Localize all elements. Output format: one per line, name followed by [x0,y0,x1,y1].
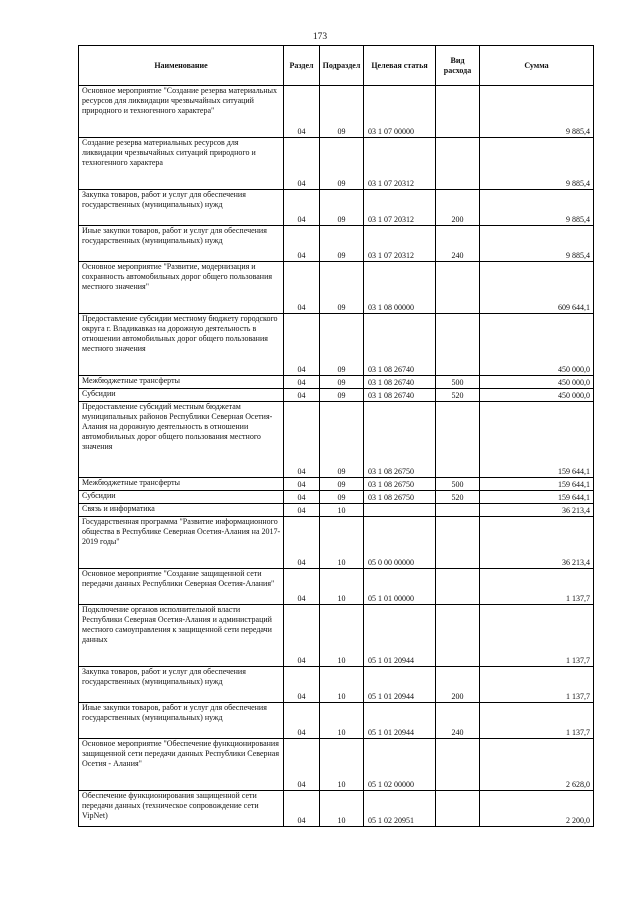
cell-name: Предоставление субсидии местному бюджету городского округа г. Владикавказ на дорожную деятельность в отношении автомобильных дорог общего пользования местного значения [79,314,284,376]
cell-name: Создание резерва материальных ресурсов для ликвидации чрезвычайных ситуаций природного и техногенного характера [79,138,284,190]
cell-target: 05 1 01 20944 [364,605,436,667]
cell-section: 04 [284,791,320,827]
cell-sum: 9 885,4 [480,226,594,262]
table-row [79,739,594,791]
cell-type: 240 [436,703,480,739]
budget-table [78,45,594,827]
cell-subsection: 10 [320,791,364,827]
cell-sum: 9 885,4 [480,86,594,138]
cell-sum: 1 137,7 [480,703,594,739]
table-row [79,86,594,138]
cell-type [436,262,480,314]
cell-type [436,314,480,376]
cell-name: Основное мероприятие "Развитие, модернизация и сохранность автомобильных дорог общего пользования местного значения" [79,262,284,314]
cell-type [436,739,480,791]
cell-subsection: 09 [320,389,364,402]
cell-subsection: 10 [320,739,364,791]
cell-name: Межбюджетные трансферты [79,376,284,389]
table-row [79,667,594,703]
table-row [79,226,594,262]
cell-sum: 159 644,1 [480,478,594,491]
cell-target: 03 1 08 26750 [364,491,436,504]
header-type: Вид расхода [436,46,480,86]
cell-subsection: 09 [320,226,364,262]
cell-subsection: 10 [320,569,364,605]
cell-section: 04 [284,138,320,190]
header-section: Раздел [284,46,320,86]
cell-section: 04 [284,478,320,491]
cell-sum: 450 000,0 [480,314,594,376]
table-row [79,791,594,827]
cell-target: 05 1 01 00000 [364,569,436,605]
page-number: 173 [312,32,328,42]
cell-sum: 450 000,0 [480,389,594,402]
header-sum: Сумма [480,46,594,86]
table-row [79,703,594,739]
cell-subsection: 10 [320,605,364,667]
cell-target: 05 1 02 00000 [364,739,436,791]
table-row [79,517,594,569]
table-body [79,86,594,827]
cell-name: Основное мероприятие "Создание резерва материальных ресурсов для ликвидации чрезвычайных ситуаций природного и техногенного характера" [79,86,284,138]
cell-target: 03 1 08 26740 [364,376,436,389]
table-row [79,504,594,517]
cell-target: 05 1 02 20951 [364,791,436,827]
table-row [79,262,594,314]
cell-section: 04 [284,226,320,262]
table-row [79,138,594,190]
cell-subsection: 10 [320,667,364,703]
cell-sum: 2 628,0 [480,739,594,791]
cell-section: 04 [284,504,320,517]
cell-section: 04 [284,569,320,605]
table-row [79,314,594,376]
cell-name: Иные закупки товаров, работ и услуг для обеспечения государственных (муниципальных) нужд [79,226,284,262]
cell-section: 04 [284,605,320,667]
cell-target: 03 1 08 00000 [364,262,436,314]
cell-target: 03 1 08 26740 [364,314,436,376]
cell-section: 04 [284,491,320,504]
cell-sum: 9 885,4 [480,138,594,190]
cell-type [436,86,480,138]
cell-type: 500 [436,376,480,389]
cell-section: 04 [284,86,320,138]
cell-sum: 36 213,4 [480,517,594,569]
cell-sum: 1 137,7 [480,605,594,667]
cell-target: 03 1 07 20312 [364,190,436,226]
cell-sum: 450 000,0 [480,376,594,389]
cell-target: 03 1 08 26750 [364,478,436,491]
table-row [79,491,594,504]
cell-section: 04 [284,262,320,314]
cell-sum: 36 213,4 [480,504,594,517]
cell-name: Иные закупки товаров, работ и услуг для обеспечения государственных (муниципальных) нужд [79,703,284,739]
cell-type [436,605,480,667]
cell-type [436,504,480,517]
cell-name: Обеспечение функционирования защищенной сети передачи данных (техническое сопровождение сети VipNet) [79,791,284,827]
cell-name: Закупка товаров, работ и услуг для обеспечения государственных (муниципальных) нужд [79,667,284,703]
cell-sum: 609 644,1 [480,262,594,314]
cell-sum: 2 200,0 [480,791,594,827]
cell-sum: 159 644,1 [480,491,594,504]
table-row [79,605,594,667]
cell-target [364,504,436,517]
cell-subsection: 09 [320,478,364,491]
cell-type: 240 [436,226,480,262]
cell-target: 05 0 00 00000 [364,517,436,569]
cell-subsection: 09 [320,376,364,389]
cell-type [436,402,480,478]
cell-sum: 1 137,7 [480,667,594,703]
cell-subsection: 10 [320,703,364,739]
cell-subsection: 10 [320,517,364,569]
table-row [79,569,594,605]
table-row [79,478,594,491]
cell-sum: 1 137,7 [480,569,594,605]
cell-section: 04 [284,667,320,703]
cell-target: 05 1 01 20944 [364,667,436,703]
cell-name: Подключение органов исполнительной власти Республики Северная Осетия-Алания и администраций местного самоуправления к защищенной сети передачи данных [79,605,284,667]
table-row [79,190,594,226]
cell-target: 03 1 07 20312 [364,138,436,190]
cell-sum: 159 644,1 [480,402,594,478]
cell-type: 520 [436,491,480,504]
cell-section: 04 [284,703,320,739]
cell-section: 04 [284,376,320,389]
cell-subsection: 09 [320,138,364,190]
cell-sum: 9 885,4 [480,190,594,226]
cell-type [436,569,480,605]
cell-type [436,791,480,827]
cell-type: 520 [436,389,480,402]
cell-type [436,517,480,569]
cell-section: 04 [284,389,320,402]
cell-name: Государственная программа "Развитие информационного общества в Республике Северная Осетия-Алания на 2017-2019 годы" [79,517,284,569]
cell-type: 200 [436,667,480,703]
cell-subsection: 09 [320,262,364,314]
cell-target: 03 1 07 20312 [364,226,436,262]
header-subsection: Подраздел [320,46,364,86]
table-row [79,376,594,389]
cell-name: Основное мероприятие "Обеспечение функционирования защищенной сети передачи данных Республики Северная Осетия - Алания" [79,739,284,791]
cell-type [436,138,480,190]
table-row [79,389,594,402]
cell-name: Субсидии [79,389,284,402]
cell-section: 04 [284,190,320,226]
cell-subsection: 09 [320,402,364,478]
cell-name: Основное мероприятие "Создание защищенной сети передачи данных Республики Северная Осетия-Алания" [79,569,284,605]
cell-subsection: 09 [320,491,364,504]
cell-target: 03 1 07 00000 [364,86,436,138]
header-name: Наименование [79,46,284,86]
cell-target: 03 1 08 26750 [364,402,436,478]
cell-name: Субсидии [79,491,284,504]
cell-section: 04 [284,517,320,569]
cell-name: Закупка товаров, работ и услуг для обеспечения государственных (муниципальных) нужд [79,190,284,226]
cell-name: Межбюджетные трансферты [79,478,284,491]
cell-type: 500 [436,478,480,491]
cell-subsection: 09 [320,314,364,376]
cell-target: 03 1 08 26740 [364,389,436,402]
cell-name: Предоставление субсидий местным бюджетам муниципальных районов Республики Северная Осетия-Алания на дорожную деятельность в отношении автомобильных дорог общего пользования местного значения [79,402,284,478]
cell-section: 04 [284,739,320,791]
cell-target: 05 1 01 20944 [364,703,436,739]
cell-subsection: 09 [320,86,364,138]
table-row [79,402,594,478]
cell-name: Связь и информатика [79,504,284,517]
header-target: Целевая статья [364,46,436,86]
cell-subsection: 10 [320,504,364,517]
cell-section: 04 [284,314,320,376]
cell-type: 200 [436,190,480,226]
table-header-row [79,46,594,86]
cell-subsection: 09 [320,190,364,226]
cell-section: 04 [284,402,320,478]
